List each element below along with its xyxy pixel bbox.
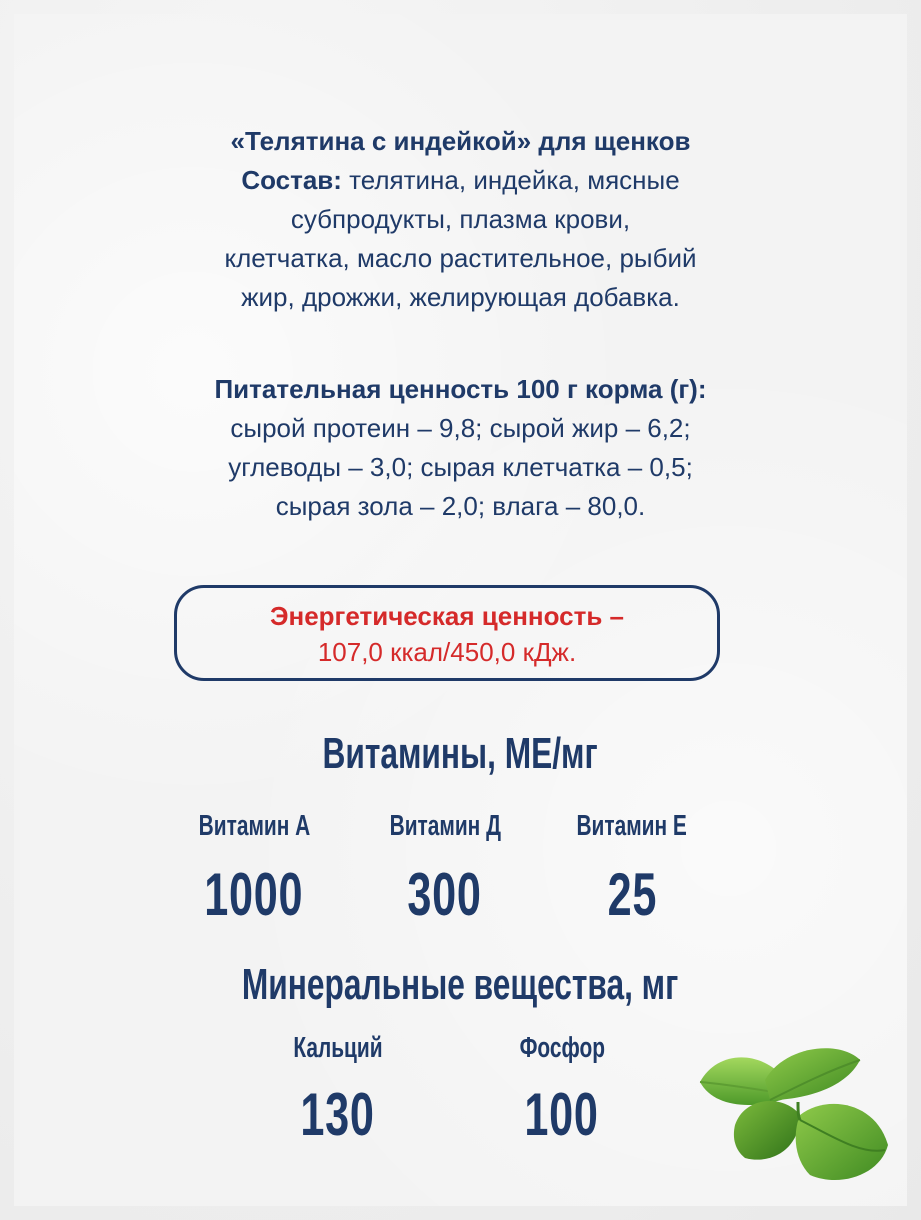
composition-line-2: субпродукты, плазма крови,: [290, 204, 631, 234]
nutrition-line-2: углеводы – 3,0; сырая клетчатка – 0,5;: [228, 452, 693, 482]
phosphorus-name: Фосфор: [519, 1032, 605, 1064]
vitamin-a-cell: [154, 810, 354, 929]
vitamin-e-cell: [532, 810, 732, 929]
vitamin-e-value: 25: [607, 861, 657, 928]
basil-leaves-icon: [690, 1040, 900, 1190]
vitamin-d-name: Витамин Д: [389, 810, 501, 842]
vitamin-a-name: Витамин А: [198, 810, 310, 842]
vitamin-e-name: Витамин Е: [576, 810, 688, 842]
energy-box: [174, 585, 720, 681]
nutrition-line-1: сырой протеин – 9,8; сырой жир – 6,2;: [230, 413, 691, 443]
composition-label: Состав:: [241, 165, 342, 195]
nutrition-title: Питательная ценность 100 г корма (г):: [214, 374, 707, 404]
vitamin-d-cell: [345, 810, 545, 929]
vitamins-heading: Витамины, МЕ/мг: [322, 729, 599, 778]
phosphorus-cell: [462, 1032, 662, 1149]
calcium-cell: [238, 1032, 438, 1149]
composition-section: [0, 122, 921, 317]
energy-value: 107,0 ккал/450,0 кДж.: [317, 637, 577, 667]
composition-line-1-text: телятина, индейка, мясные: [341, 165, 680, 195]
composition-line-4: жир, дрожжи, желирующая добавка.: [241, 282, 680, 312]
minerals-heading-wrap: [0, 960, 921, 1010]
energy-title: Энергетическая ценность –: [270, 601, 624, 631]
product-title: «Телятина с индейкой» для щенков: [230, 126, 691, 156]
vitamin-d-value: 300: [407, 861, 483, 928]
vitamins-heading-wrap: [0, 729, 921, 779]
vitamin-a-value: 1000: [204, 861, 304, 928]
phosphorus-value: 100: [524, 1081, 600, 1148]
composition-line-3: клетчатка, масло растительное, рыбий: [224, 243, 697, 273]
nutrition-section: [0, 370, 921, 526]
calcium-name: Кальций: [293, 1032, 383, 1064]
composition-line-1: [0, 161, 921, 200]
calcium-value: 130: [300, 1081, 376, 1148]
nutrition-line-3: сырая зола – 2,0; влага – 80,0.: [275, 491, 646, 521]
minerals-heading: Минеральные вещества, мг: [242, 960, 679, 1009]
